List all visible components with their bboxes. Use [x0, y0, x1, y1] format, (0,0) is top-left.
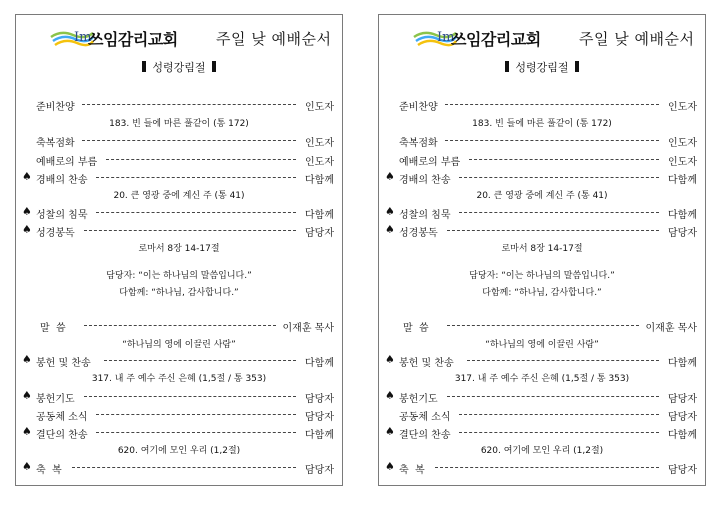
hymn-line: 20. 큰 영광 중에 계신 주 (통 41): [113, 191, 245, 201]
bar-mark-left: [142, 61, 146, 72]
hymn-line: 20. 큰 영광 중에 계신 주 (통 41): [476, 191, 608, 201]
spade-icon: ♠: [22, 353, 32, 366]
page-title: 주일 낮 예배순서: [579, 30, 695, 48]
item-label: 경배의 찬송: [399, 175, 451, 186]
hymn-line: 317. 내 주 예수 주신 은혜 (1,5절 / 통 353): [91, 374, 267, 384]
spade-icon: ♠: [385, 205, 395, 218]
subtitle-text: 성령강림절: [515, 61, 569, 74]
spade-icon: ♠: [22, 170, 32, 183]
leader-dots: [447, 230, 659, 231]
leader-dots: [96, 432, 296, 433]
item-leader: 인도자: [668, 157, 697, 168]
item-leader: 다함께: [305, 358, 334, 369]
item-leader: 담당자: [305, 412, 334, 423]
logo-im-text: Im: [437, 30, 455, 45]
order-item-prelude: [379, 97, 705, 113]
item-leader: 담당자: [305, 465, 334, 476]
item-label: 축복점화: [36, 138, 75, 149]
order-item-prelude: [16, 97, 342, 113]
item-leader: 다함께: [668, 430, 697, 441]
leader-dots: [82, 140, 296, 141]
item-label: 결단의 찬송: [36, 430, 88, 441]
leader-dots: [96, 414, 296, 415]
order-item-benediction: [379, 460, 705, 476]
item-leader: 이재훈 목사: [282, 323, 334, 334]
item-label: 성찰의 침묵: [36, 210, 88, 221]
item-label: 성찰의 침묵: [399, 210, 451, 221]
order-item-praise: [16, 170, 342, 186]
item-leader: 다함께: [305, 430, 334, 441]
order-item-praise: [379, 170, 705, 186]
item-leader: 담당자: [668, 228, 697, 239]
order-item-offering-prayer: [16, 389, 342, 405]
bulletin-panel-left: [15, 14, 343, 486]
item-label: 말 씀: [40, 323, 66, 334]
item-leader: 다함께: [668, 210, 697, 221]
item-leader: 다함께: [305, 175, 334, 186]
item-leader: 인도자: [305, 157, 334, 168]
leader-dots: [435, 467, 659, 468]
spade-icon: ♠: [22, 425, 32, 438]
hymn-line: 183. 빈 들에 마른 풀같이 (통 172): [472, 119, 612, 129]
leader-dots: [447, 325, 639, 326]
leader-dots: [459, 177, 659, 178]
order-item-news: [379, 407, 705, 423]
leader-dots: [84, 396, 296, 397]
scripture-reference: 로마서 8장 14-17절: [138, 244, 220, 254]
order-item-news: [16, 407, 342, 423]
spade-icon: ♠: [22, 223, 32, 236]
logo-im-text: Im: [74, 30, 92, 45]
item-label: 성경봉독: [399, 228, 438, 239]
header: [16, 23, 342, 51]
hymn-line: 183. 빈 들에 마른 풀같이 (통 172): [109, 119, 249, 129]
sermon-title: “하나님의 영에 이끌린 사람”: [122, 340, 236, 350]
order-item-silence: [379, 205, 705, 221]
leader-dots: [459, 212, 659, 213]
item-label: 성경봉독: [36, 228, 75, 239]
item-label: 준비찬양: [36, 102, 75, 113]
leader-dots: [447, 396, 659, 397]
response-people: 다함께: “하나님, 감사합니다.”: [119, 288, 239, 298]
item-leader: 다함께: [668, 358, 697, 369]
item-label: 축 복: [399, 465, 425, 476]
page-title: 주일 낮 예배순서: [216, 30, 332, 48]
spade-icon: ♠: [385, 425, 395, 438]
bar-mark-right: [212, 61, 216, 72]
item-label: 봉헌 및 찬송: [36, 358, 91, 369]
order-item-blessing: [16, 133, 342, 149]
leader-dots: [96, 177, 296, 178]
order-item-offering: [379, 353, 705, 369]
leader-dots: [104, 360, 296, 361]
church-name: 쓰임감리교회: [88, 30, 178, 49]
leader-dots: [459, 432, 659, 433]
response-leader: 담당자: “이는 하나님의 말씀입니다.”: [106, 271, 252, 281]
order-item-call: [16, 152, 342, 168]
item-leader: 다함께: [668, 175, 697, 186]
item-label: 예배로의 부름: [399, 157, 461, 168]
spade-icon: ♠: [385, 353, 395, 366]
item-leader: 이재훈 목사: [645, 323, 697, 334]
item-label: 공동체 소식: [399, 412, 451, 423]
leader-dots: [82, 104, 296, 105]
item-label: 공동체 소식: [36, 412, 88, 423]
item-leader: 인도자: [305, 138, 334, 149]
item-leader: 인도자: [668, 102, 697, 113]
leader-dots: [445, 140, 659, 141]
church-name: 쓰임감리교회: [451, 30, 541, 49]
season-subtitle: [379, 59, 705, 75]
leader-dots: [84, 230, 296, 231]
item-leader: 담당자: [668, 412, 697, 423]
item-leader: 담당자: [668, 394, 697, 405]
spade-icon: ♠: [385, 170, 395, 183]
spade-icon: ♠: [385, 389, 395, 402]
spade-icon: ♠: [22, 460, 32, 473]
order-item-decision: [16, 425, 342, 441]
order-item-blessing: [379, 133, 705, 149]
item-label: 말 씀: [403, 323, 429, 334]
leader-dots: [84, 325, 276, 326]
order-item-call: [379, 152, 705, 168]
spade-icon: ♠: [22, 205, 32, 218]
item-label: 준비찬양: [399, 102, 438, 113]
order-item-reading: [379, 223, 705, 239]
leader-dots: [459, 414, 659, 415]
leader-dots: [96, 212, 296, 213]
item-label: 봉헌기도: [399, 394, 438, 405]
bulletin-panel-right: [378, 14, 706, 486]
subtitle-text: 성령강림절: [152, 61, 206, 74]
item-label: 예배로의 부름: [36, 157, 98, 168]
leader-dots: [106, 159, 296, 160]
scripture-reference: 로마서 8장 14-17절: [501, 244, 583, 254]
leader-dots: [467, 360, 659, 361]
sermon-title: “하나님의 영에 이끌린 사람”: [485, 340, 599, 350]
item-label: 축복점화: [399, 138, 438, 149]
response-leader: 담당자: “이는 하나님의 말씀입니다.”: [469, 271, 615, 281]
order-item-offering-prayer: [379, 389, 705, 405]
spade-icon: ♠: [385, 223, 395, 236]
item-leader: 담당자: [305, 228, 334, 239]
hymn-line: 317. 내 주 예수 주신 은혜 (1,5절 / 통 353): [454, 374, 630, 384]
spade-icon: ♠: [22, 389, 32, 402]
item-label: 결단의 찬송: [399, 430, 451, 441]
header: [379, 23, 705, 51]
item-leader: 담당자: [668, 465, 697, 476]
order-item-sermon: [379, 318, 705, 334]
item-label: 경배의 찬송: [36, 175, 88, 186]
response-people: 다함께: “하나님, 감사합니다.”: [482, 288, 602, 298]
bar-mark-right: [575, 61, 579, 72]
order-item-silence: [16, 205, 342, 221]
item-label: 봉헌 및 찬송: [399, 358, 454, 369]
item-leader: 인도자: [668, 138, 697, 149]
order-item-offering: [16, 353, 342, 369]
order-item-reading: [16, 223, 342, 239]
order-item-decision: [379, 425, 705, 441]
leader-dots: [72, 467, 296, 468]
item-leader: 담당자: [305, 394, 334, 405]
order-item-sermon: [16, 318, 342, 334]
item-leader: 인도자: [305, 102, 334, 113]
order-item-benediction: [16, 460, 342, 476]
item-leader: 다함께: [305, 210, 334, 221]
leader-dots: [445, 104, 659, 105]
spade-icon: ♠: [385, 460, 395, 473]
item-label: 축 복: [36, 465, 62, 476]
season-subtitle: [16, 59, 342, 75]
hymn-line: 620. 여기에 모인 우리 (1,2절): [480, 446, 604, 456]
item-label: 봉헌기도: [36, 394, 75, 405]
hymn-line: 620. 여기에 모인 우리 (1,2절): [117, 446, 241, 456]
leader-dots: [469, 159, 659, 160]
bar-mark-left: [505, 61, 509, 72]
